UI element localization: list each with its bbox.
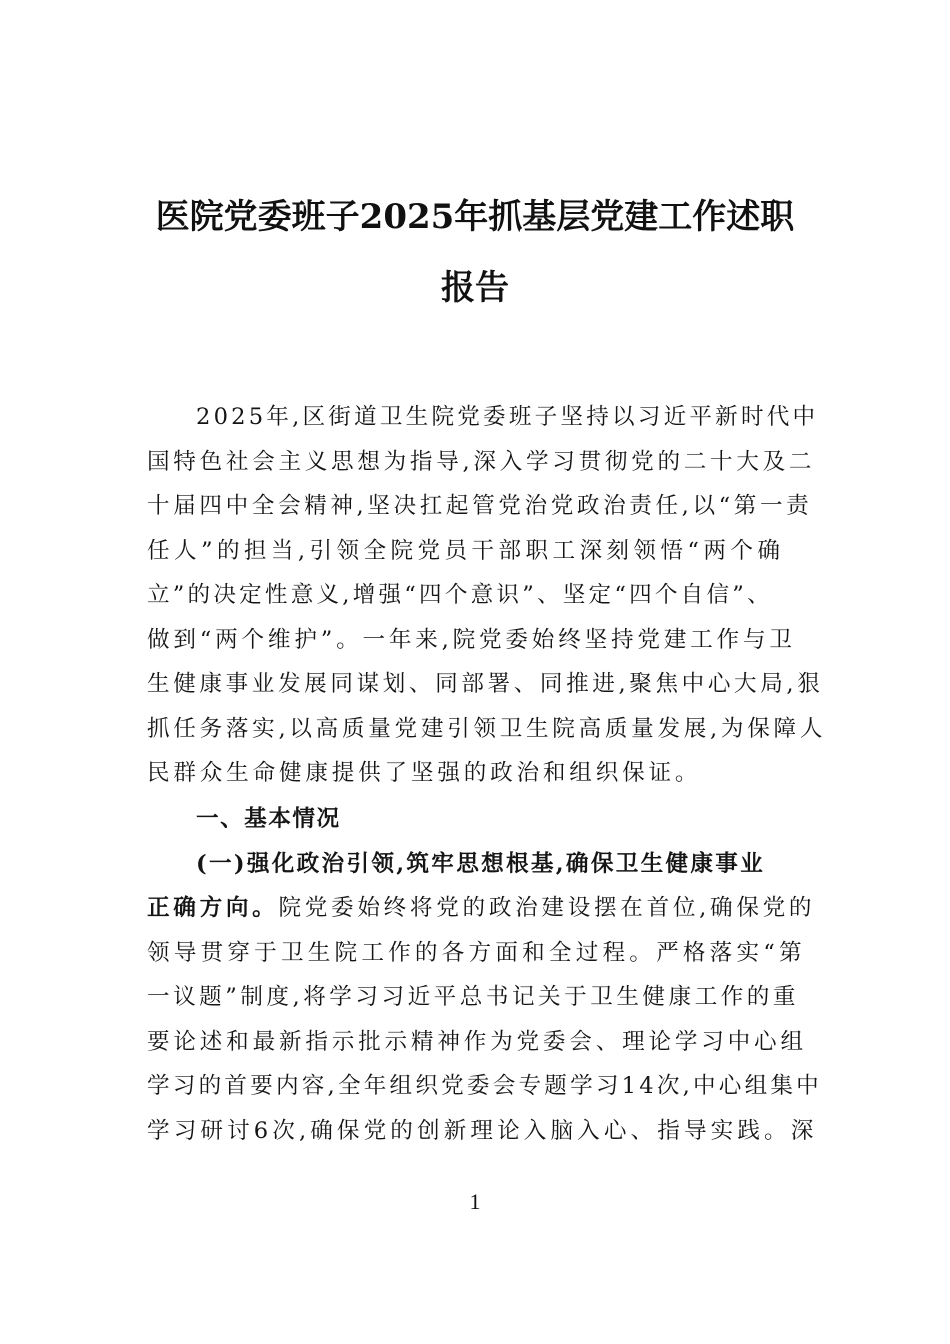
subsection-line-rest: 院党委始终将党的政治建设摆在首位,确保党的 [278, 895, 816, 921]
intro-line: 做到“两个维护”。一年来,院党委始终坚持党建工作与卫 [147, 627, 796, 653]
subsection-line [147, 893, 815, 923]
document-title-line-1: 医院党委班子2025年抓基层党建工作述职 [155, 197, 795, 237]
subsection-line: 学习研讨6次,确保党的创新理论入脑入心、指导实践。深 [147, 1118, 818, 1144]
subsection-line: 领导贯穿于卫生院工作的各方面和全过程。严格落实“第 [147, 940, 806, 966]
intro-line: 抓任务落实,以高质量党建引领卫生院高质量发展,为保障人 [147, 716, 827, 742]
intro-line: 生健康事业发展同谋划、同部署、同推进,聚焦中心大局,狠 [147, 671, 824, 697]
intro-line: 2025年,区街道卫生院党委班子坚持以习近平新时代中 [196, 404, 819, 430]
subsection-line: 要论述和最新指示批示精神作为党委会、理论学习中心组 [147, 1029, 807, 1055]
intro-line: 十届四中全会精神,坚决扛起管党治党政治责任,以“第一责 [147, 493, 813, 519]
subsection-heading-line-1: (一)强化政治引领,筑牢思想根基,确保卫生健康事业 [196, 851, 766, 877]
page-number: 1 [469, 1189, 481, 1214]
subsection-line: 一议题”制度,将学习习近平总书记关于卫生健康工作的重 [147, 984, 799, 1010]
intro-line: 民群众生命健康提供了坚强的政治和组织保证。 [147, 760, 702, 786]
section-heading: 一、基本情况 [196, 806, 341, 832]
intro-line: 立”的决定性意义,增强“四个意识”、坚定“四个自信”、 [147, 582, 773, 608]
subsection-heading-tail: 正确方向。 [147, 895, 279, 921]
subsection-line: 学习的首要内容,全年组织党委会专题学习14次,中心组集中 [147, 1073, 822, 1099]
document-title-line-2: 报告 [441, 268, 509, 308]
intro-line: 国特色社会主义思想为指导,深入学习贯彻党的二十大及二 [147, 449, 816, 475]
intro-line: 任人”的担当,引领全院党员干部职工深刻领悟“两个确 [147, 538, 785, 564]
